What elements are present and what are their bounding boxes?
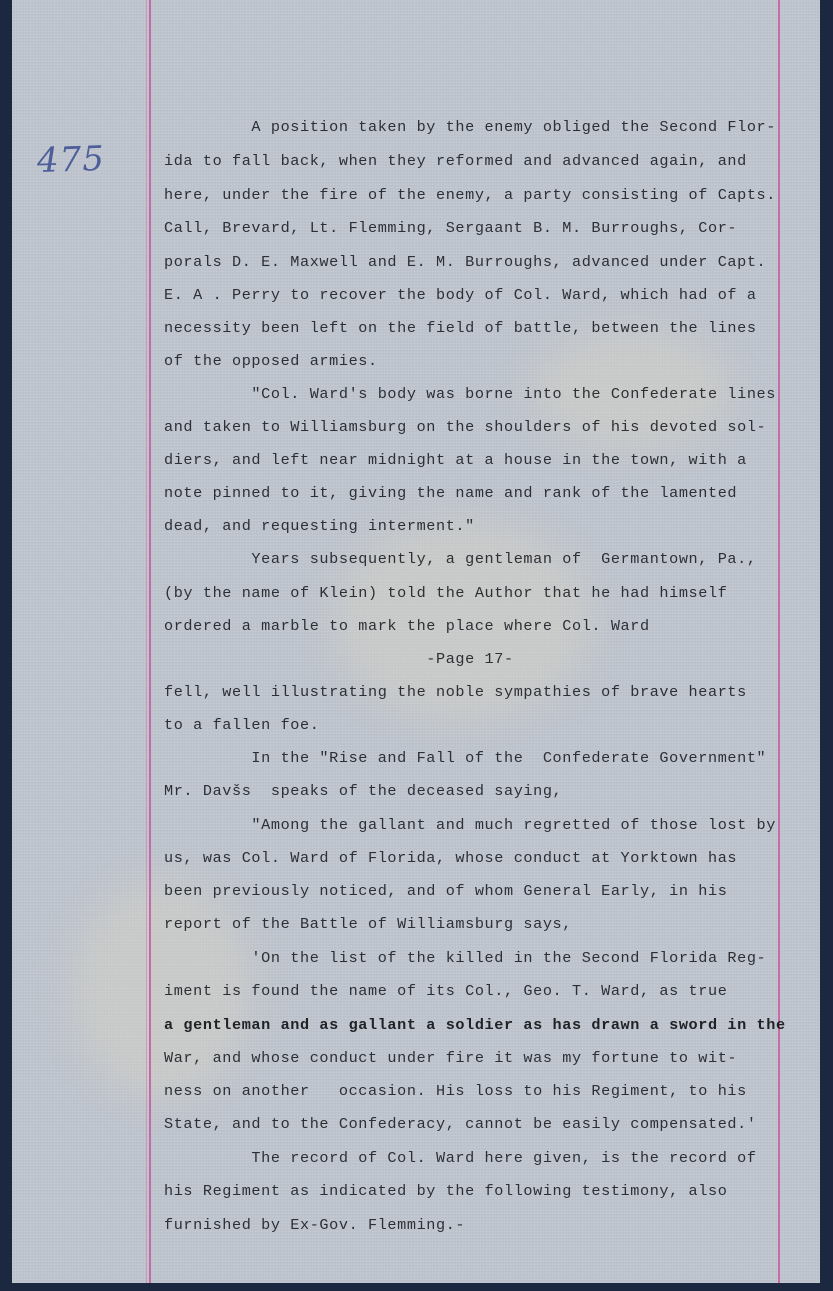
text-line: The record of Col. Ward here given, is the record of — [164, 1149, 757, 1167]
text-line: porals D. E. Maxwell and E. M. Burroughs, advanced under Capt. — [164, 253, 767, 271]
text-line: his Regiment as indicated by the following testimony, also — [164, 1182, 728, 1200]
text-line: us, was Col. Ward of Florida, whose conduct at Yorktown has — [164, 849, 738, 867]
right-margin-rule — [778, 0, 780, 1283]
text-line: ordered a marble to mark the place where Col. Ward — [164, 617, 650, 635]
text-line: a gentleman and as gallant a soldier as has drawn a sword in the — [164, 1016, 786, 1034]
text-line: ness on another occasion. His loss to his Regiment, to his — [164, 1082, 747, 1100]
text-line: furnished by Ex-Gov. Flemming.- — [164, 1216, 466, 1234]
text-line: ida to fall back, when they reformed and advanced again, and — [164, 152, 747, 170]
text-line: State, and to the Confederacy, cannot be easily compensated.' — [164, 1115, 757, 1133]
text-line: necessity been left on the field of battle, between the lines — [164, 319, 757, 337]
text-line: War, and whose conduct under fire it was my fortune to wit- — [164, 1049, 738, 1067]
text-line: and taken to Williamsburg on the shoulders of his devoted sol- — [164, 418, 767, 436]
document-page — [12, 0, 820, 1283]
text-line: dead, and requesting interment." — [164, 517, 475, 535]
text-line: Call, Brevard, Lt. Flemming, Sergaant B. M. Burroughs, Cor- — [164, 219, 738, 237]
text-line: to a fallen foe. — [164, 716, 320, 734]
page-marker: -Page 17- — [164, 650, 514, 668]
handwritten-page-number: 475 — [36, 138, 106, 182]
text-line: fell, well illustrating the noble sympathies of brave hearts — [164, 683, 747, 701]
text-line: In the "Rise and Fall of the Confederate Government" — [164, 749, 767, 767]
text-line: 'On the list of the killed in the Second Florida Reg- — [164, 949, 767, 967]
text-line: (by the name of Klein) told the Author that he had himself — [164, 584, 728, 602]
text-line: Mr. Davšs speaks of the deceased saying, — [164, 782, 563, 800]
text-line: iment is found the name of its Col., Geo. T. Ward, as true — [164, 982, 728, 1000]
text-line: note pinned to it, giving the name and rank of the lamented — [164, 484, 738, 502]
text-line: diers, and left near midnight at a house in the town, with a — [164, 451, 747, 469]
text-line: "Col. Ward's body was borne into the Confederate lines — [164, 385, 776, 403]
text-line: A position taken by the enemy obliged the Second Flor- — [164, 118, 776, 136]
text-line: Years subsequently, a gentleman of Germantown, Pa., — [164, 550, 757, 568]
text-line: E. A . Perry to recover the body of Col. Ward, which had of a — [164, 286, 757, 304]
text-line: here, under the fire of the enemy, a party consisting of Capts. — [164, 186, 776, 204]
left-margin-rule — [149, 0, 151, 1283]
text-line: report of the Battle of Williamsburg says, — [164, 915, 572, 933]
left-margin-rule-faint — [146, 0, 147, 1283]
text-line: been previously noticed, and of whom General Early, in his — [164, 882, 728, 900]
text-line: of the opposed armies. — [164, 352, 378, 370]
text-line: "Among the gallant and much regretted of those lost by — [164, 816, 776, 834]
